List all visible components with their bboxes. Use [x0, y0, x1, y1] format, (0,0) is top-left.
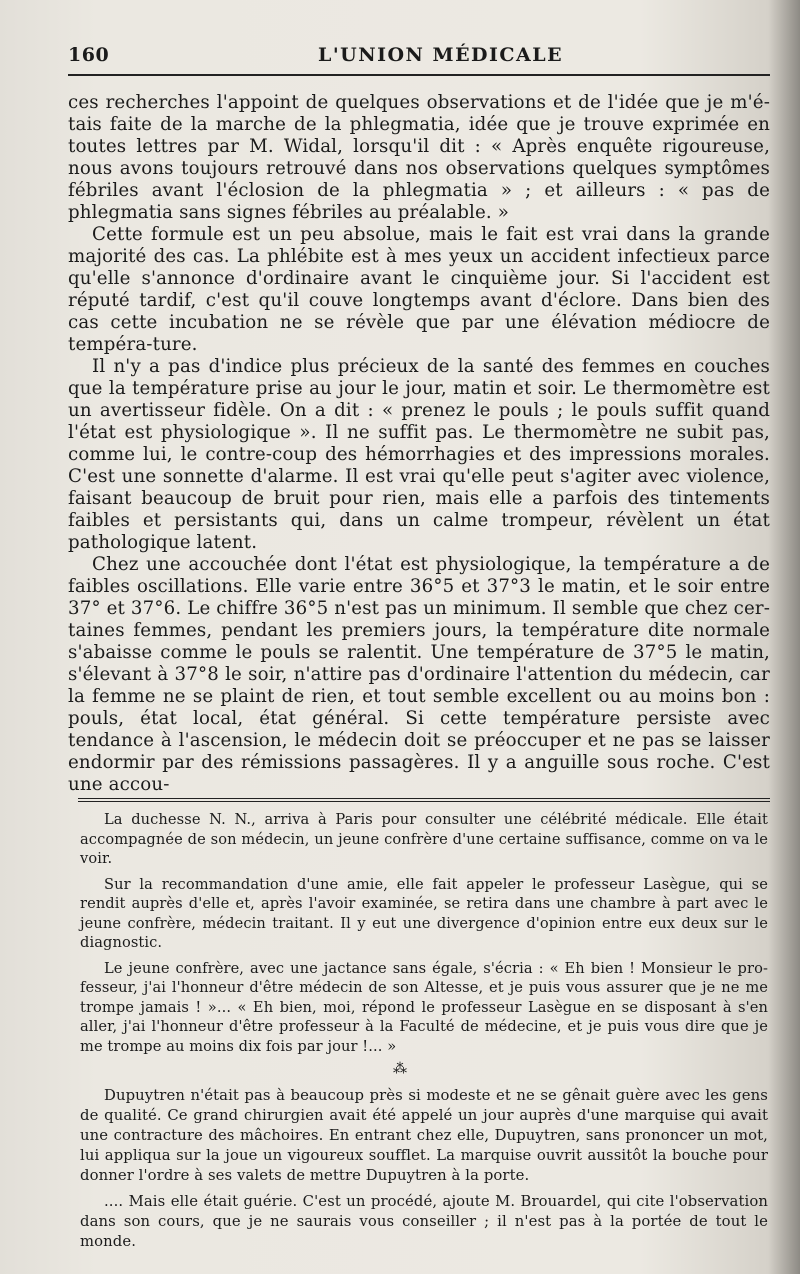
anecdote-dupuytren — [80, 1086, 768, 1258]
anecdote-1-paragraph-2: Sur la recommandation d'une amie, elle fait appeler le professeur Lasègue, qui se rendit auprès d'elle et, après l'avoir examinée, se retira dans une chambre à part avec le jeune confrère, médecin traitant. Il y eut une divergence d'opinion entre eux deux sur le diagnostic. — [80, 875, 768, 951]
anecdote-lasegue — [80, 810, 768, 1062]
asterism-separator: ⁂ — [393, 1061, 407, 1077]
main-paragraph-1: ces recherches l'appoint de quelques observations et de l'idée que je m'é-tais faite de la marche de la phlegmatia, idée que je trouve exprimée en toutes lettres par M. Widal, lorsqu'il dit : « Après enquête rigoureuse, nous avons toujours retrouvé dans nos observations quelques symptômes fébriles avant l'éclosion de la phlegmatia » ; et ailleurs : « pas de phlegmatia sans signes fébriles au préalable. » — [68, 92, 770, 223]
anecdote-2-paragraph-1: Dupuytren n'était pas à beaucoup près si modeste et ne se gênait guère avec les gens de qualité. Ce grand chirurgien avait été appelé un jour auprès d'une marquise qui avait une contracture des mâchoires. En entrant chez elle, Dupuytren, sans prononcer un mot, lui appliqua sur la joue un vigoureux soufflet. La marquise ouvrit aussitôt la bouche pour donner l'ordre à ses valets de mettre Dupuytren à la porte. — [80, 1087, 768, 1184]
anecdote-1-paragraph-3: Le jeune confrère, avec une jactance sans égale, s'écria : « Eh bien ! Monsieur le pro-fesseur, j'ai l'honneur d'être médecin de son Altesse, et je puis vous assurer que je ne me trompe jamais ! »... « Eh bien, moi, répond le professeur Lasègue en se disposant à s'en aller, j'ai l'honneur d'être professeur à la Faculté de médecine, et je puis vous dire que je me trompe au moins dix fois par jour !... » — [80, 959, 768, 1055]
main-paragraph-2: Cette formule est un peu absolue, mais le fait est vrai dans la grande majorité des cas. La phlébite est à mes yeux un accident infectieux parce qu'elle s'annonce d'ordinaire avant le cinquième jour. Si l'accident est réputé tardif, c'est qu'il couve longtemps avant d'éclore. Dans bien des cas cette incubation ne se révèle que par une élévation médiocre de tempéra-ture. — [68, 224, 770, 355]
header-rule — [68, 74, 770, 76]
anecdote-2-paragraph-2: .... Mais elle était guérie. C'est un procédé, ajoute M. Brouardel, qui cite l'observation dans son cours, que je ne saurais vous conseiller ; il n'est pas à la portée de tout le monde. — [80, 1193, 768, 1250]
page-number: 160 — [68, 44, 110, 66]
main-paragraph-3: Il n'y a pas d'indice plus précieux de la santé des femmes en couches que la température prise au jour le jour, matin et soir. Le thermomètre est un avertisseur fidèle. On a dit : « prenez le pouls ; le pouls suffit quand l'état est physiologique ». Il ne suffit pas. Le thermomètre ne subit pas, comme lui, le contre-coup des hémorrhagies et des impressions morales. C'est une sonnette d'alarme. Il est vrai qu'elle peut s'agiter avec violence, faisant beaucoup de bruit pour rien, mais elle a parfois des tintements faibles et persistants qui, dans un calme trompeur, révèlent un état pathologique latent. — [68, 356, 770, 553]
running-title: L'UNION MÉDICALE — [318, 44, 564, 66]
anecdote-1-paragraph-1: La duchesse N. N., arriva à Paris pour consulter une célébrité médicale. Elle était accompagnée de son médecin, un jeune confrère d'une certaine suffisance, comme on va le voir. — [80, 811, 768, 867]
main-paragraph-4: Chez une accouchée dont l'état est physiologique, la température a de faibles oscillations. Elle varie entre 36°5 et 37°3 le matin, et le soir entre 37° et 37°6. Le chiffre 36°5 n'est pas un minimum. Il semble que chez cer-taines femmes, pendant les premiers jours, la température dite normale s'abaisse comme le pouls se ralentit. Une température de 37°5 le matin, s'élevant à 37°8 le soir, n'attire pas d'ordinaire l'attention du médecin, car la femme ne se plaint de rien, et tout semble excellent ou au moins bon : pouls, état local, état général. Si cette température persiste avec tendance à l'ascension, le médecin doit se préoccuper et ne pas se laisser endormir par des rémissions passagères. Il y a anguille sous roche. C'est une accou- — [68, 554, 770, 795]
section-divider — [78, 798, 770, 804]
main-article-text — [68, 92, 770, 796]
page-header — [68, 44, 772, 74]
